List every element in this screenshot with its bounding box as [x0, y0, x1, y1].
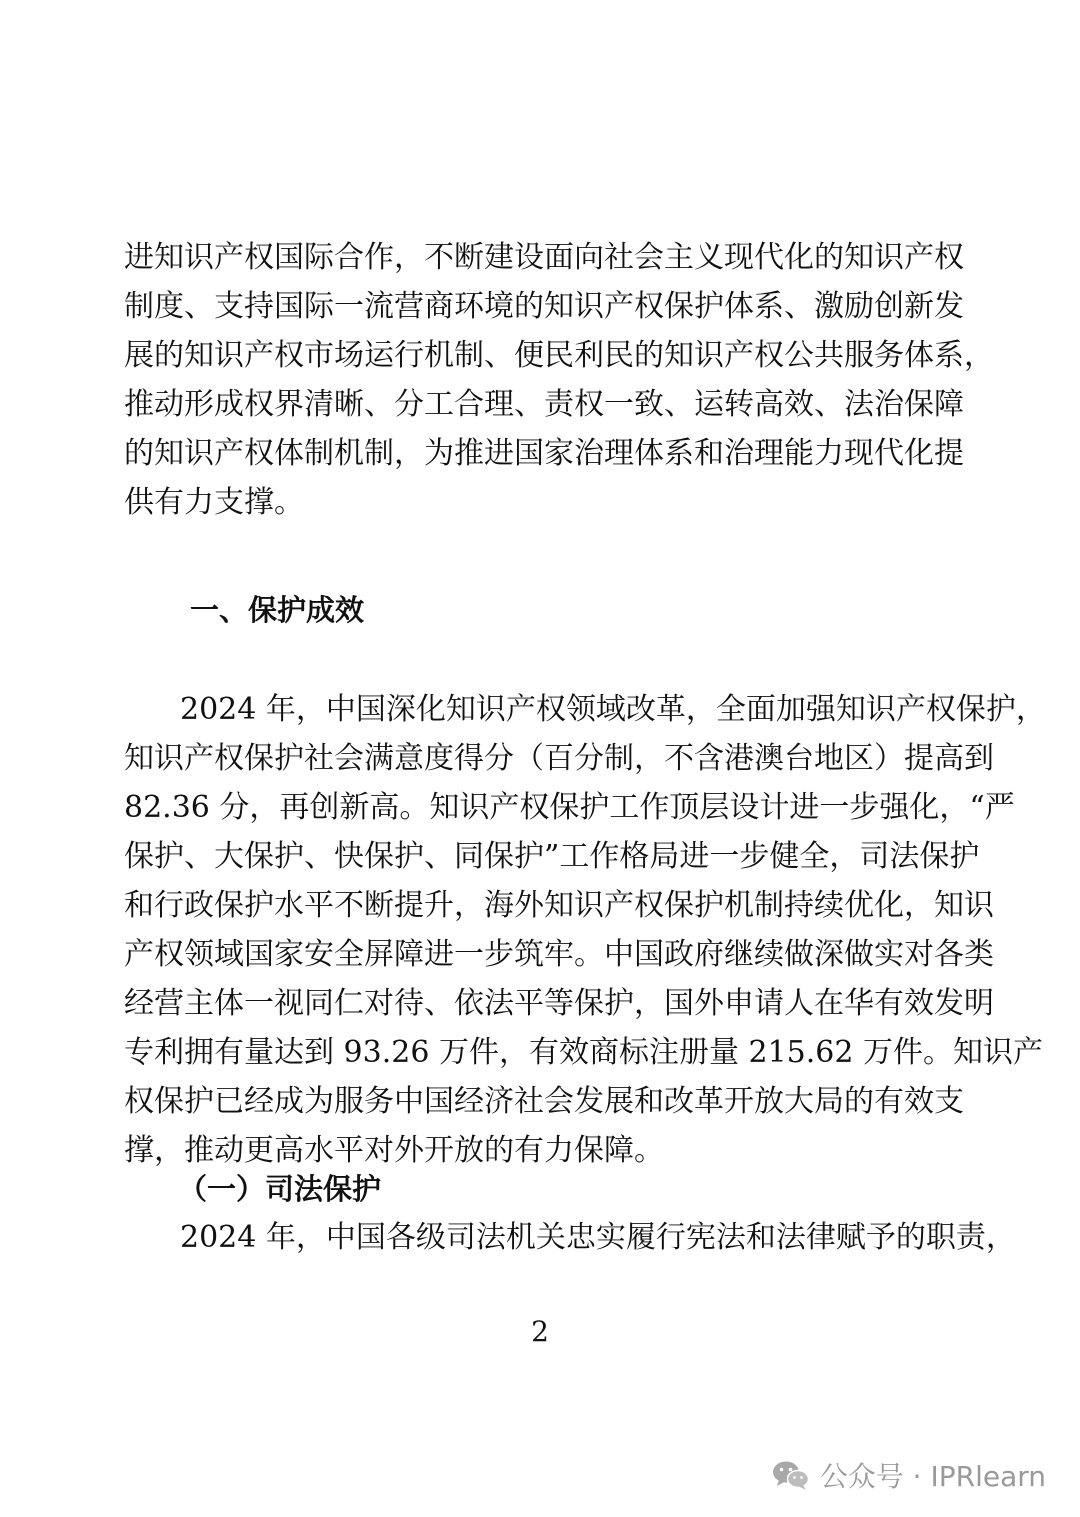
text-line: 供有力支撑。	[124, 485, 304, 520]
intro-paragraph	[124, 233, 994, 527]
text-line: 进知识产权国际合作，不断建设面向社会主义现代化的知识产权	[124, 240, 964, 275]
text-line: 推动形成权界清晰、分工合理、责权一致、运转高效、法治保障	[124, 387, 964, 422]
text-line: 2024 年，中国各级司法机关忠实履行宪法和法律赋予的职责，	[180, 1220, 1016, 1255]
watermark-text: 公众号 · IPRlearn	[819, 1460, 1046, 1493]
text-line: 和行政保护水平不断提升，海外知识产权保护机制持续优化，知识	[124, 888, 994, 923]
text-line: 权保护已经成为服务中国经济社会发展和改革开放大局的有效支	[124, 1084, 964, 1119]
next-paragraph	[124, 1213, 1016, 1262]
text-line: 制度、支持国际一流营商环境的知识产权保护体系、激励创新发	[124, 289, 964, 324]
text-line: 知识产权保护社会满意度得分（百分制，不含港澳台地区）提高到	[124, 741, 994, 776]
text-line: 撑，推动更高水平对外开放的有力保障。	[124, 1133, 664, 1168]
text-line: 展的知识产权市场运行机制、便民利民的知识产权公共服务体系，	[124, 338, 994, 373]
body-paragraph	[124, 685, 1046, 1175]
text-line: 经营主体一视同仁对待、依法平等保护，国外申请人在华有效发明	[124, 986, 994, 1021]
wechat-icon	[772, 1459, 810, 1491]
text-line: 82.36 分，再创新高。知识产权保护工作顶层设计进一步强化，“严	[124, 790, 1015, 825]
text-line: 2024 年，中国深化知识产权领域改革，全面加强知识产权保护，	[180, 692, 1046, 727]
watermark	[772, 1455, 1046, 1495]
text-line: 的知识产权体制机制，为推进国家治理体系和治理能力现代化提	[124, 436, 964, 471]
text-line: 专利拥有量达到 93.26 万件，有效商标注册量 215.62 万件。知识产	[124, 1035, 1043, 1070]
text-line: 产权领域国家安全屏障进一步筑牢。中国政府继续做深做实对各类	[124, 937, 994, 972]
section-heading: 一、保护成效	[190, 593, 365, 627]
page-number: 2	[531, 1315, 549, 1348]
text-line: 保护、大保护、快保护、同保护”工作格局进一步健全，司法保护	[124, 839, 980, 874]
subsection-heading: （一）司法保护	[178, 1172, 382, 1206]
